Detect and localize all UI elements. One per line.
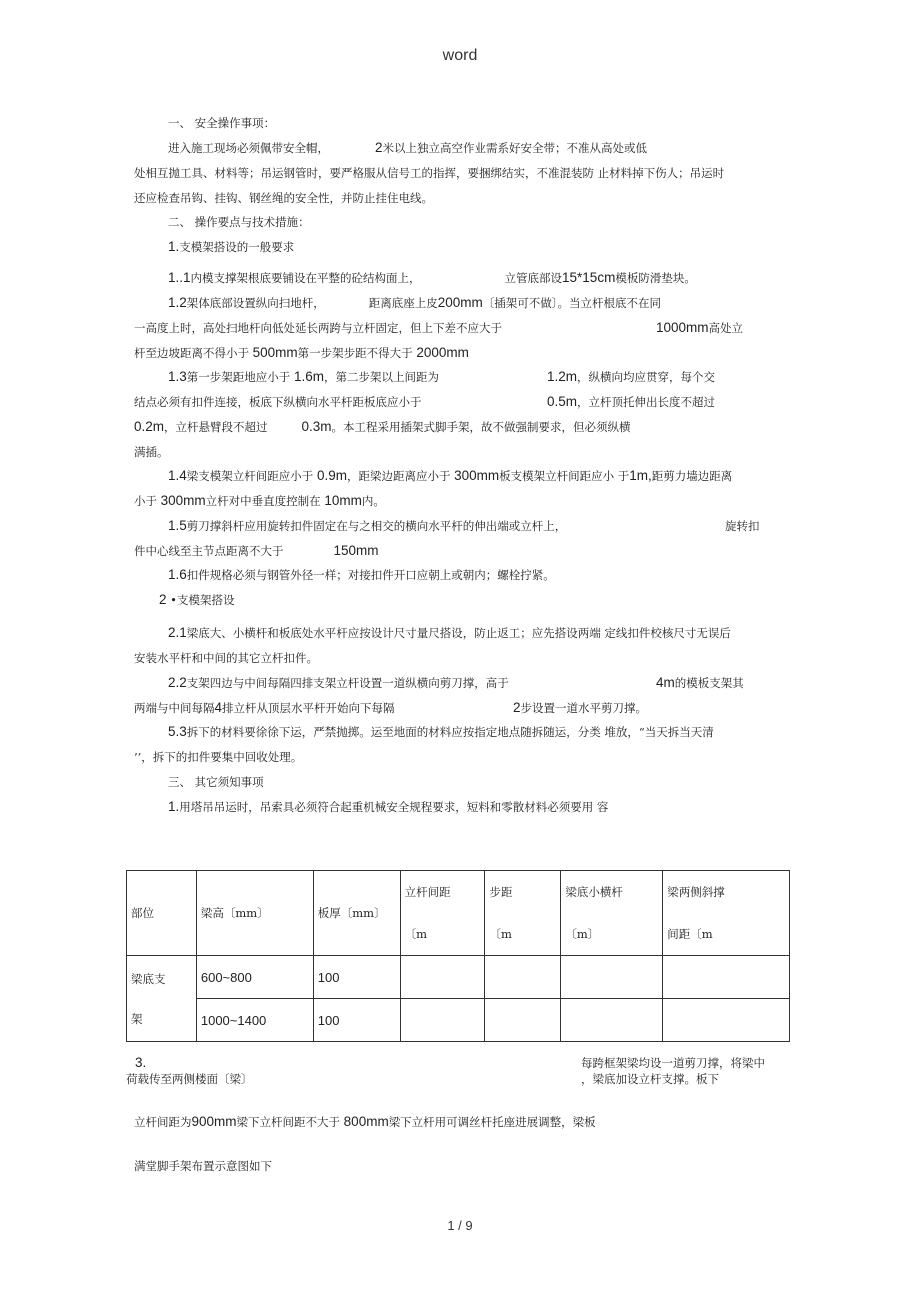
text: 100 xyxy=(317,1012,340,1028)
text: •支模架搭设 xyxy=(170,593,235,607)
num: 2 xyxy=(159,592,167,607)
item-1-3-right xyxy=(547,369,715,385)
text: 杆至边坡距离不得小于 xyxy=(134,346,249,360)
header-cell xyxy=(196,871,313,956)
section1-line2: 处相互抛工具、材料等；吊运钢管时，要严格服从信号工的指挥，要捆绑结实，不准混装防 止材料掉下伤人；吊运时 xyxy=(134,166,725,180)
text: 900mm xyxy=(191,1114,237,1129)
section3-heading: 三、 其它须知事项 xyxy=(168,775,264,789)
table-cell xyxy=(663,956,790,999)
text: 的模板支架其 xyxy=(674,676,744,690)
table-header-row xyxy=(127,871,790,956)
text: 间距〔m xyxy=(667,927,713,941)
item-5-3-line2: ’’，拆下的扣件要集中回收处理。 xyxy=(134,750,303,764)
text: 一高度上时，高处扫地杆向低处延长两跨与立杆固定，但上下差不应大于 xyxy=(134,321,502,335)
item-1-3 xyxy=(168,369,439,385)
item-2-2 xyxy=(168,675,509,691)
num: 1.3 xyxy=(168,369,187,384)
page-number: 1 / 9 xyxy=(447,1218,473,1233)
header-cell xyxy=(400,871,485,956)
num: 5.3 xyxy=(168,724,187,739)
text: 。本工程采用插架式脚手架，故不做强制要求，但必须纵横 xyxy=(331,420,631,434)
text: 1.2m xyxy=(547,369,578,384)
text: 梁底大、小横杆和板底处水平杆应按设计尺寸量尺搭设，防止返工；应先搭设两端 定线扣件校核尺寸无误后 xyxy=(186,626,731,640)
item-2-1-line2: 安装水平杆和中间的其它立杆扣件。 xyxy=(134,651,318,665)
item-3-number xyxy=(135,1055,146,1071)
num: 1.4 xyxy=(168,468,187,483)
item-2-1 xyxy=(168,625,731,641)
text: 200mm xyxy=(437,295,483,310)
text: 500mm xyxy=(252,345,298,360)
text: 立杆间距 xyxy=(404,885,451,899)
item-1-3-line3 xyxy=(134,419,631,435)
text: ，立杆顶托伸出长度不超过 xyxy=(577,395,716,409)
item-2-2-right xyxy=(656,675,744,691)
text: 架体底部设置纵向扫地杆， xyxy=(186,296,325,310)
table-row xyxy=(127,956,790,999)
text: 梁下立杆用可调丝杆托座进展调整，梁板 xyxy=(388,1115,596,1129)
item-1-4-line2 xyxy=(134,493,385,509)
text: ，距梁边距离应小于 xyxy=(346,469,451,483)
item-2-2-line2-right xyxy=(513,700,647,716)
text: 距剪力墙边距离 xyxy=(651,469,733,483)
text: 用塔吊吊运时，吊索具必须符合起重机械安全规程要求，短料和零散材料必须要用 容 xyxy=(179,800,609,814)
text: 小于 xyxy=(134,494,157,508)
table-row xyxy=(127,999,790,1042)
table-cell xyxy=(196,999,313,1042)
text: 600~800 xyxy=(200,969,252,985)
item-1-6 xyxy=(168,567,555,583)
text: 800mm xyxy=(343,1114,389,1129)
text: 1000mm xyxy=(656,320,709,335)
section2-heading: 二、 操作要点与技术措施： xyxy=(168,215,310,229)
text: 0.5m xyxy=(547,394,578,409)
text: 架 xyxy=(131,1011,143,1026)
text: 距离底座上皮 xyxy=(368,296,438,310)
item-1-3-line4: 满插。 xyxy=(134,445,169,459)
num: 1.2 xyxy=(168,295,187,310)
text: 模板防滑垫块。 xyxy=(615,271,696,285)
item-1-2-line3 xyxy=(134,345,469,361)
item-1-3-line2-right xyxy=(547,394,715,410)
text: 梁下立杆间距不大于 xyxy=(236,1115,341,1129)
item-2-2-line2 xyxy=(134,700,395,716)
item-1-1 xyxy=(168,270,696,286)
text: 内模支撑架根底要铺设在平整的砼结构面上， xyxy=(190,271,421,285)
text: 2000mm xyxy=(416,345,469,360)
text: 于 xyxy=(617,469,630,483)
text: ，立杆悬臂段不超过 xyxy=(164,420,268,434)
header-cell xyxy=(313,871,400,956)
sub-heading-2 xyxy=(159,592,234,608)
num: 1. xyxy=(168,799,180,814)
header-title: word xyxy=(442,47,478,64)
text: 板厚〔mm〕 xyxy=(317,906,386,920)
text: 2 xyxy=(375,140,383,155)
item-1-2-line2 xyxy=(134,320,502,336)
num: 1..1 xyxy=(168,270,191,285)
text: 梁支模架立杆间距应小于 xyxy=(186,469,314,483)
item-3-left-line2: 荷载传至两侧楼面〔梁〕 xyxy=(126,1072,253,1086)
item-1-3-line2: 结点必须有扣件连接，板底下纵横向水平杆距板底应小于 xyxy=(134,395,422,409)
text: 1000~1400 xyxy=(200,1012,267,1028)
text: 第一步架距地应小于 xyxy=(186,370,291,384)
text: 0.2m xyxy=(134,419,165,434)
text: ，第二步架以上间距为 xyxy=(323,370,439,384)
text: 300mm xyxy=(160,493,206,508)
text: 第一步架步距不得大于 xyxy=(297,346,413,360)
text: ，纵横向均应贯穿，每个交 xyxy=(577,370,716,384)
table-cell xyxy=(196,956,313,999)
text: 高处立 xyxy=(708,321,744,335)
text: 立杆间距为 xyxy=(134,1115,192,1129)
text: 〔m〕 xyxy=(565,927,600,941)
text: 〔m xyxy=(489,927,512,941)
item-1-2-line2-right xyxy=(656,320,743,336)
num: 1. xyxy=(168,239,180,254)
text: 〔m xyxy=(404,927,428,941)
text: 梁底支 xyxy=(131,971,166,986)
spec-table xyxy=(126,870,790,1042)
text: 扣件规格必须与钢管外径一样；对接扣件开口应朝上或朝内；螺栓拧紧。 xyxy=(186,568,555,582)
num: 3. xyxy=(135,1055,147,1070)
num: 2.1 xyxy=(168,625,187,640)
section1-heading: 一、 安全操作事项： xyxy=(168,116,276,130)
text: 150mm xyxy=(333,543,379,558)
text: 1.6m xyxy=(293,369,324,384)
text: 梁底小横杆 xyxy=(565,885,623,899)
header-cell: 部位 xyxy=(127,871,197,956)
table-cell xyxy=(313,999,400,1042)
text: 板支模架立杆间距应小 xyxy=(499,469,615,483)
text: 0.9m xyxy=(316,468,347,483)
section1-line1 xyxy=(168,140,647,156)
text: 1m, xyxy=(629,468,652,483)
text: 4 xyxy=(214,700,223,715)
text: 10mm xyxy=(324,493,362,508)
text: 4m xyxy=(656,675,675,690)
table-cell xyxy=(485,956,561,999)
num: 1.5 xyxy=(168,518,187,533)
text: 梁高〔mm〕 xyxy=(200,906,269,920)
diagram-caption: 满堂脚手架布置示意图如下 xyxy=(134,1159,272,1173)
text: 300mm xyxy=(454,468,500,483)
item-1-2 xyxy=(168,295,661,311)
text: 0.3m xyxy=(301,419,332,434)
text: 步距 xyxy=(489,885,513,899)
table-cell xyxy=(561,956,663,999)
spacing-paragraph xyxy=(134,1114,596,1130)
item-1-5 xyxy=(168,518,566,534)
table-cell xyxy=(485,999,561,1042)
table-cell xyxy=(400,956,485,999)
section3-item-1 xyxy=(168,799,608,815)
item-1-5-line2 xyxy=(134,543,379,559)
text: 米以上独立高空作业需系好安全带；不准从高处或低 xyxy=(382,141,648,155)
text: 支架四边与中间每隔四排支架立杆设置一道纵横向剪刀撑，高于 xyxy=(186,676,509,690)
sub-heading-1 xyxy=(168,239,294,255)
text: 内。 xyxy=(361,494,385,508)
header-cell xyxy=(485,871,561,956)
section-label-cell xyxy=(127,956,197,1042)
text: 拆下的材料要徐徐下运，严禁抛掷。运至地面的材料应按指定地点随拆随运，分类 堆放，“当天拆当天清 xyxy=(186,725,714,739)
text: 2 xyxy=(513,700,521,715)
header-cell xyxy=(663,871,790,956)
text: 立管底部设 xyxy=(504,271,563,285)
item-1-5-right: 旋转扣 xyxy=(725,519,760,533)
item-1-4 xyxy=(168,468,732,484)
text: 〔插架可不做〕。当立杆根底不在同 xyxy=(482,296,662,310)
text: 步设置一道水平剪刀撑。 xyxy=(520,701,648,715)
text: 支模架搭设的一般要求 xyxy=(179,240,295,254)
table-cell xyxy=(313,956,400,999)
section1-line3: 还应检查吊钩、挂钩、钢丝绳的安全性，并防止挂住电线。 xyxy=(134,191,433,205)
text: 100 xyxy=(317,969,340,985)
text: 梁两侧斜撑 xyxy=(667,885,725,899)
item-3-right-line2: ，梁底加设立杆支撑。板下 xyxy=(581,1072,719,1086)
text: 进入施工现场必须佩带安全帽， xyxy=(168,141,329,155)
num: 1.6 xyxy=(168,567,187,582)
table-cell xyxy=(663,999,790,1042)
text: 排立杆从顶层水平杆开始向下每隔 xyxy=(222,701,395,715)
text: 件中心线至主节点距离不大于 xyxy=(134,544,284,558)
table-cell xyxy=(561,999,663,1042)
num: 2.2 xyxy=(168,675,187,690)
text: 立杆对中垂直度控制在 xyxy=(205,494,321,508)
text: 剪刀撑斜杆应用旋转扣件固定在与之相交的横向水平杆的伸出端或立杆上， xyxy=(186,519,567,533)
table-cell xyxy=(400,999,485,1042)
item-5-3 xyxy=(168,724,714,740)
text: 15*15cm xyxy=(562,270,616,285)
text: 两端与中间每隔 xyxy=(134,701,215,715)
item-3-right-line1: 每跨框架梁均设一道剪刀撑，将梁中 xyxy=(581,1056,765,1070)
header-cell xyxy=(561,871,663,956)
